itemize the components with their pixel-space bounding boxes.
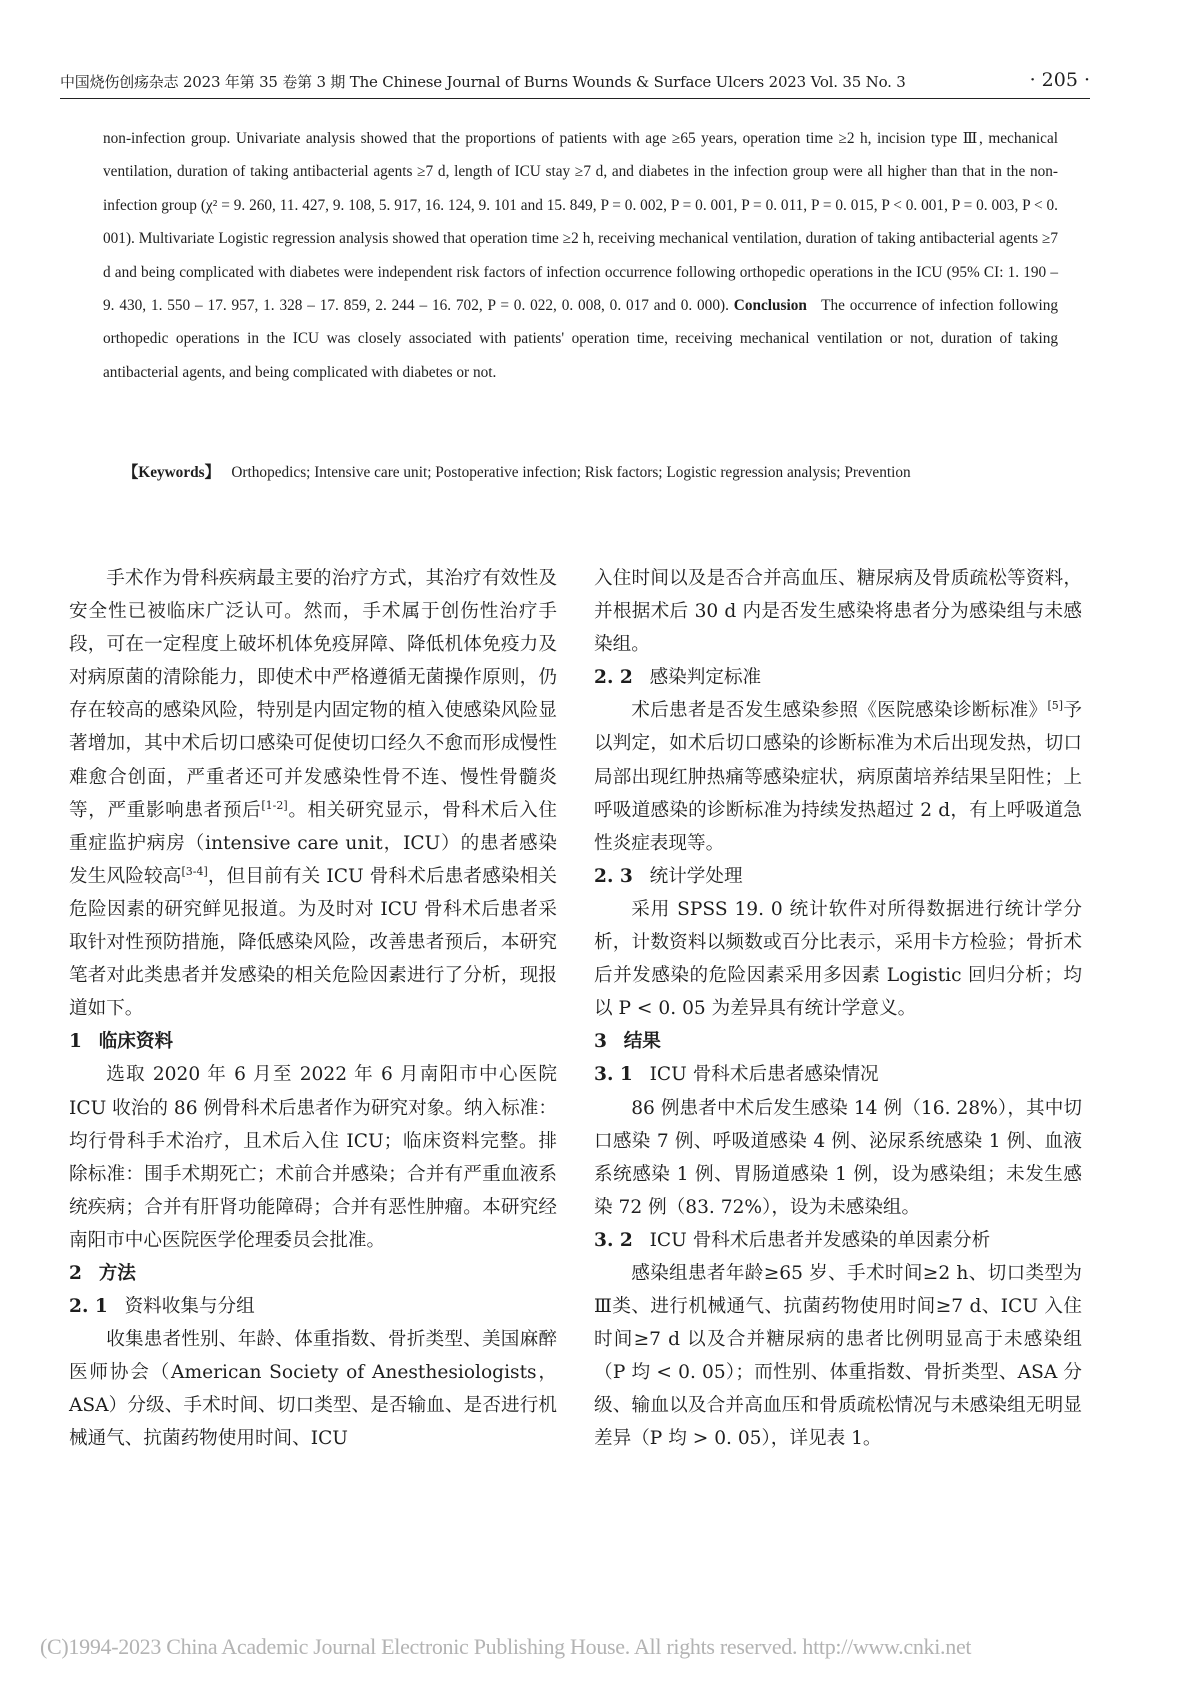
conclusion-label: Conclusion [733, 297, 807, 315]
header-divider [60, 98, 1090, 99]
journal-citation: 中国烧伤创疡杂志 2023 年第 35 卷第 3 期 The Chinese Journal of Burns Wounds & Surface Ulcers 2023 Vol. 35 No. 3 [60, 73, 906, 91]
intro-paragraph: 手术作为骨科疾病最主要的治疗方式，其治疗有效性及安全性已被临床广泛认可。然而，手术属于创伤性治疗手段，可在一定程度上破坏机体免疫屏障、降低机体免疫力及对病原菌的清除能力，即使术中严格遵循无菌操作原则，仍存在较高的感染风险，特别是内固定物的植入使感染风险显著增加，其中术后切口感染可促使切口经久不愈而形成慢性难愈合创面，严重者还可并发感染性骨不连、慢性骨髓炎等，严重影响患者预后[1-2]。相关研究显示，骨科术后入住重症监护病房（intensive care unit，ICU）的患者感染发生风险较高[3-4]，但目前有关 ICU 骨科术后患者感染相关危险因素的研究鲜见报道。为及时对 ICU 骨科术后患者采取针对性预防措施，降低感染风险，改善患者预后，本研究笔者对此类患者并发感染的相关危险因素进行了分析，现报道如下。 [69, 568, 557, 1020]
data-collection-paragraph: 收集患者性别、年龄、体重指数、骨折类型、美国麻醉医师协会（American Society of Anesthesiologists，ASA）分级、手术时间、切口类型、是否输血、是否进行机械通气、抗菌药物使用时间、ICU [69, 1329, 557, 1450]
running-header [60, 70, 1090, 98]
section-heading-3: 3 结果 [594, 1031, 661, 1053]
section-heading-2: 2 方法 [69, 1262, 136, 1284]
keywords-block [103, 456, 1058, 489]
keywords-label: 【Keywords】 [123, 464, 220, 481]
data-collection-continued: 入住时间以及是否合并高血压、糖尿病及骨质疏松等资料，并根据术后 30 d 内是否发生感染将患者分为感染组与未感染组。 [594, 568, 1082, 656]
citation-ref: [3-4] [181, 864, 208, 878]
subsection-heading-2-3: 2. 3 统计学处理 [594, 865, 743, 887]
univariate-paragraph: 感染组患者年龄≥65 岁、手术时间≥2 h、切口类型为Ⅲ类、进行机械通气、抗菌药物使用时间≥7 d、ICU 入住时间≥7 d 以及合并糖尿病的患者比例明显高于未感染组（P 均 < 0. 05）；而性别、体重指数、骨折类型、ASA 分级、输血以及合并高血压和骨质疏松情况与未感染组无明显差异（P 均 > 0. 05），详见表 1。 [594, 1262, 1082, 1450]
infection-criteria-paragraph: 术后患者是否发生感染参照《医院感染诊断标准》[5]予以判定，如术后切口感染的诊断标准为术后出现发热，切口局部出现红肿热痛等感染症状，病原菌培养结果呈阳性；上呼吸道感染的诊断标准为持续发热超过 2 d，有上呼吸道急性炎症表现等。 [594, 699, 1082, 854]
citation-ref: [5] [1047, 699, 1064, 713]
section-heading-1: 1 临床资料 [69, 1031, 174, 1053]
page-number: · 205 · [1029, 69, 1090, 91]
conclusion-text: The occurrence of infection following orthopedic operations in the ICU was closely associated with patients' operation time, receiving mechanical ventilation or not, duration of taking antibacterial agents, and being complicated with diabetes or not. [103, 297, 1059, 381]
abstract-english [103, 122, 1058, 389]
copyright-footer: (C)1994-2023 China Academic Journal Electronic Publishing House. All rights reserved. http://www.cnki.net [40, 1634, 972, 1659]
subsection-heading-3-1: 3. 1 ICU 骨科术后患者感染情况 [594, 1064, 879, 1086]
right-column [594, 562, 1082, 1456]
clinical-data-paragraph: 选取 2020 年 6 月至 2022 年 6 月南阳市中心医院 ICU 收治的 86 例骨科术后患者作为研究对象。纳入标准：均行骨科手术治疗，且术后入住 ICU；临床资料完整。排除标准：围手术期死亡；术前合并感染；合并有严重血液系统疾病；合并有肝肾功能障碍；合并有恶性肿瘤。本研究经南阳市中心医院医学伦理委员会批准。 [69, 1064, 557, 1251]
left-column [69, 562, 557, 1456]
subsection-heading-2-1: 2. 1 资料收集与分组 [69, 1296, 255, 1318]
statistics-paragraph: 采用 SPSS 19. 0 统计软件对所得数据进行统计学分析，计数资料以频数或百分比表示，采用卡方检验；骨折术后并发感染的危险因素采用多因素 Logistic 回归分析；均以 P < 0. 05 为差异具有统计学意义。 [594, 898, 1082, 1020]
keywords-text: Orthopedics; Intensive care unit; Postoperative infection; Risk factors; Logistic regression analysis; Prevention [231, 464, 911, 481]
subsection-heading-2-2: 2. 2 感染判定标准 [594, 667, 762, 689]
infection-results-paragraph: 86 例患者中术后发生感染 14 例（16. 28%），其中切口感染 7 例、呼吸道感染 4 例、泌尿系统感染 1 例、血液系统感染 1 例、胃肠道感染 1 例，设为感染组；未发生感染 72 例（83. 72%），设为未感染组。 [594, 1097, 1082, 1218]
citation-ref: [1-2] [261, 798, 288, 812]
subsection-heading-3-2: 3. 2 ICU 骨科术后患者并发感染的单因素分析 [594, 1229, 991, 1251]
abstract-body: non-infection group. Univariate analysis showed that the proportions of patients with age ≥65 years, operation time ≥2 h, incision type Ⅲ, mechanical ventilation, duration of taking antibacterial agents ≥7 d, length of ICU stay ≥7 d, and diabetes in the infection group were all higher than that in the non-infection group (χ² = 9. 260, 11. 427, 9. 108, 5. 917, 16. 124, 9. 101 and 15. 849, P = 0. 002, P = 0. 001, P = 0. 011, P = 0. 015, P < 0. 001, P = 0. 003, P < 0. 001). Multivariate Logistic regression analysis showed that operation time ≥2 h, receiving mechanical ventilation, duration of taking antibacterial agents ≥7 d and being complicated with diabetes were independent risk factors of infection occurrence following orthopedic operations in the ICU (95% CI: 1. 190 – 9. 430, 1. 550 – 17. 957, 1. 328 – 17. 859, 2. 244 – 16. 702, P = 0. 022, 0. 008, 0. 017 and 0. 000). [103, 130, 1058, 315]
